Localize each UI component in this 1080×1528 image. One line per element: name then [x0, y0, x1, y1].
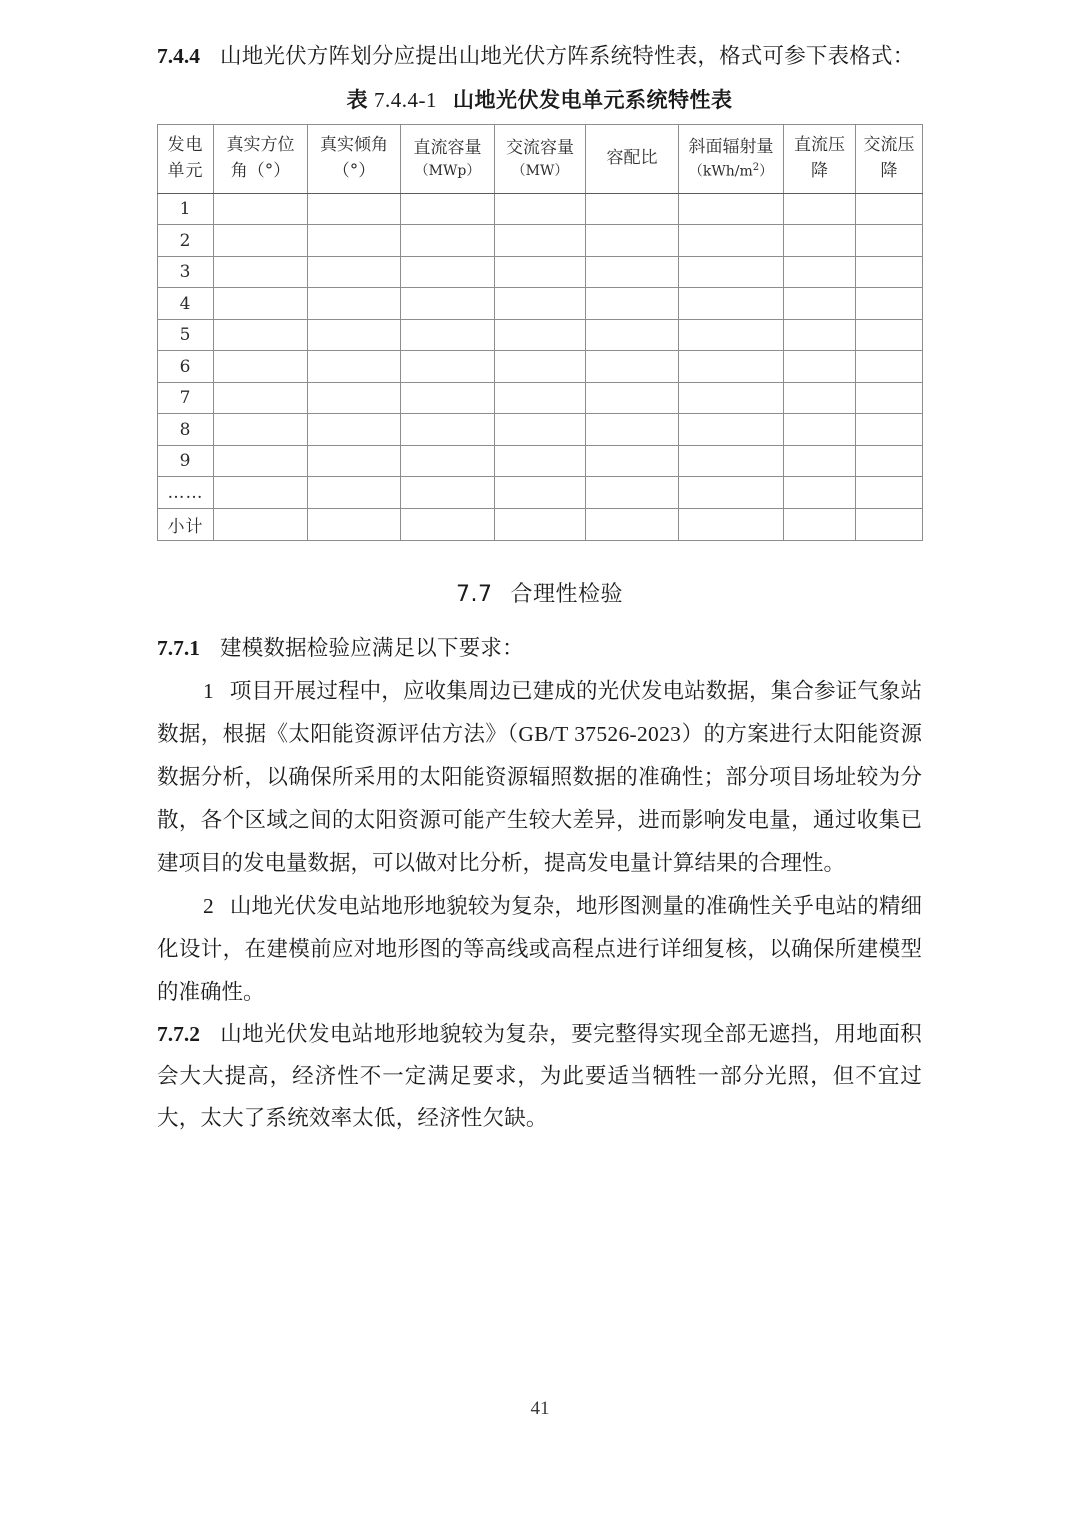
table-caption	[157, 84, 922, 114]
table-total-row	[158, 508, 923, 540]
row-cell	[586, 193, 679, 225]
row-cell	[401, 193, 495, 225]
header-line-1: 真实方位	[226, 135, 295, 156]
row-cell	[784, 319, 856, 351]
row-cell	[308, 477, 401, 509]
row-cell	[308, 414, 401, 446]
row-label: 7	[158, 382, 214, 414]
header-line-2: 降	[811, 160, 828, 181]
row-cell	[784, 414, 856, 446]
header-line-1: 斜面辐射量	[688, 136, 774, 157]
clause-7-7-1-item-2	[157, 885, 922, 1014]
row-cell	[308, 319, 401, 351]
row-cell	[401, 477, 495, 509]
row-cell	[308, 225, 401, 257]
table-row	[158, 288, 923, 320]
row-cell	[679, 288, 784, 320]
table-header-cell-irradiation	[679, 124, 784, 193]
row-cell	[784, 225, 856, 257]
header-line-1: 直流容量	[413, 137, 482, 158]
row-cell	[856, 508, 923, 540]
row-label: 9	[158, 445, 214, 477]
row-cell	[214, 256, 308, 288]
clause-7-7-2-text: 山地光伏发电站地形地貌较为复杂，要完整得实现全部无遮挡，用地面积会大大提高，经济性不一定满足要求，为此要适当牺牲一部分光照，但不宜过大，太大了系统效率太低，经济性欠缺。	[157, 1021, 922, 1131]
row-cell	[495, 225, 586, 257]
header-line-1: 直流压	[794, 135, 845, 156]
row-cell	[679, 508, 784, 540]
row-label: ……	[158, 477, 214, 509]
row-cell	[495, 382, 586, 414]
row-cell	[679, 477, 784, 509]
header-unit: （MW）	[511, 163, 569, 180]
row-cell	[214, 193, 308, 225]
row-cell	[214, 445, 308, 477]
row-cell	[308, 445, 401, 477]
row-cell	[495, 319, 586, 351]
row-cell	[856, 351, 923, 383]
item-text-after-standard: ）的方案进行太阳能资源数据分析，以确保所采用的太阳能资源辐照数据的准确性；部分项目场址较为分散，各个区域之间的太阳资源可能产生较大差异，进而影响发电量，通过收集已建项目的发电量数据，可以做对比分析，提高发电量计算结果的合理性。	[157, 721, 922, 876]
row-label: 4	[158, 288, 214, 320]
section-number: 7.7	[455, 581, 493, 607]
row-cell	[856, 225, 923, 257]
row-label: 2	[158, 225, 214, 257]
row-cell	[586, 351, 679, 383]
table-row	[158, 256, 923, 288]
table-row	[158, 351, 923, 383]
row-cell	[495, 288, 586, 320]
clause-7-7-1-text: 建模数据检验应满足以下要求：	[220, 635, 524, 661]
row-cell	[679, 256, 784, 288]
spacer-after-section-heading	[157, 608, 922, 628]
row-cell	[401, 256, 495, 288]
table-row	[158, 193, 923, 225]
table-row-ellipsis	[158, 477, 923, 509]
row-cell	[495, 414, 586, 446]
row-cell	[214, 319, 308, 351]
row-cell	[784, 445, 856, 477]
table-header-cell-ac-capacity	[495, 124, 586, 193]
table-row	[158, 225, 923, 257]
page-number: 41	[530, 1398, 550, 1419]
row-cell	[679, 382, 784, 414]
row-cell	[679, 193, 784, 225]
header-unit: $(kWh/m^2)$	[688, 162, 774, 180]
row-cell	[495, 256, 586, 288]
clause-7-7-2-number: 7.7.2	[157, 1021, 200, 1046]
row-cell	[586, 225, 679, 257]
row-cell	[401, 319, 495, 351]
row-cell	[679, 445, 784, 477]
page-content	[157, 0, 922, 1140]
row-cell	[495, 193, 586, 225]
top-spacer	[157, 0, 922, 36]
row-cell	[856, 382, 923, 414]
table-row	[158, 319, 923, 351]
row-cell	[401, 225, 495, 257]
clause-7-7-2	[157, 1014, 922, 1140]
header-line-2: 降	[880, 160, 898, 181]
clause-7-4-4-text: 山地光伏方阵划分应提出山地光伏方阵系统特性表，格式可参下表格式：	[220, 44, 915, 69]
row-cell	[856, 319, 923, 351]
spacer-after-table	[157, 541, 922, 577]
row-cell	[856, 445, 923, 477]
row-cell	[784, 477, 856, 509]
row-label: 6	[158, 351, 214, 383]
row-label: 8	[158, 414, 214, 446]
header-line-2: 单元	[167, 160, 204, 181]
row-cell	[679, 225, 784, 257]
header-line-1: 真实倾角	[320, 135, 388, 156]
row-cell	[495, 477, 586, 509]
row-cell	[586, 382, 679, 414]
clause-7-7-1	[157, 628, 922, 670]
table-header-cell-tilt	[308, 124, 401, 193]
header-line-1: 交流容量	[506, 137, 574, 158]
row-cell	[679, 414, 784, 446]
row-cell	[308, 508, 401, 540]
row-cell	[214, 225, 308, 257]
row-cell	[401, 414, 495, 446]
row-cell	[784, 256, 856, 288]
standard-code: GB/T 37526-2023	[518, 721, 682, 746]
clause-7-7-1-number: 7.7.1	[157, 635, 200, 660]
row-cell	[495, 351, 586, 383]
clause-7-4-4-number: 7.4.4	[157, 44, 200, 68]
table-header-cell-dc-voltage-drop	[784, 124, 856, 193]
row-cell	[586, 445, 679, 477]
clause-7-4-4	[157, 36, 922, 78]
row-cell	[784, 382, 856, 414]
row-cell	[308, 256, 401, 288]
row-cell	[679, 351, 784, 383]
row-cell	[586, 256, 679, 288]
row-label: 5	[158, 319, 214, 351]
table-header-row	[158, 124, 923, 193]
row-cell	[401, 508, 495, 540]
header-line-1: 容配比	[606, 148, 658, 169]
row-cell	[784, 508, 856, 540]
row-cell	[214, 351, 308, 383]
section-title: 合理性检验	[510, 581, 623, 607]
row-cell	[214, 477, 308, 509]
row-cell	[784, 288, 856, 320]
row-cell	[214, 382, 308, 414]
row-cell	[308, 193, 401, 225]
header-unit: （MWp）	[414, 163, 481, 180]
table-row	[158, 445, 923, 477]
header-line-1: 发电	[167, 135, 204, 156]
table-header-cell-dc-ac-ratio	[586, 124, 679, 193]
row-cell	[856, 477, 923, 509]
header-line-1: 交流压	[863, 135, 915, 156]
table-header-cell-dc-capacity	[401, 124, 495, 193]
row-cell	[495, 508, 586, 540]
table-header-cell-unit	[158, 124, 214, 193]
row-cell	[586, 288, 679, 320]
row-cell	[308, 351, 401, 383]
row-cell	[856, 414, 923, 446]
row-cell	[495, 445, 586, 477]
row-cell	[308, 288, 401, 320]
row-cell	[401, 351, 495, 383]
row-cell	[679, 319, 784, 351]
row-cell	[856, 193, 923, 225]
header-line-2: （°）	[332, 160, 376, 181]
row-cell	[401, 382, 495, 414]
header-line-2: 角（°）	[230, 160, 291, 181]
row-cell	[586, 477, 679, 509]
table-header-cell-azimuth	[214, 124, 308, 193]
row-label: 1	[158, 193, 214, 225]
row-cell	[401, 288, 495, 320]
row-cell	[856, 256, 923, 288]
spec-table	[157, 124, 923, 541]
total-row-label: 小计	[158, 508, 214, 540]
row-cell	[214, 414, 308, 446]
row-cell	[856, 288, 923, 320]
list-marker: 2	[203, 893, 214, 918]
row-cell	[214, 508, 308, 540]
row-cell	[308, 382, 401, 414]
table-caption-title: 山地光伏发电单元系统特性表	[453, 87, 733, 112]
table-caption-number: 7.4.4-1	[374, 87, 437, 112]
row-cell	[586, 319, 679, 351]
section-heading-7-7	[157, 577, 922, 608]
list-marker: 1	[203, 678, 214, 703]
clause-7-7-1-item-1	[157, 670, 922, 885]
table-caption-prefix: 表	[346, 87, 368, 112]
row-cell	[214, 288, 308, 320]
item-text-before-standard: 项目开展过程中，应收集周边已建成的光伏发电站数据，集合参证气象站数据，根据《太阳能资源评估方法》（	[157, 678, 922, 747]
row-cell	[784, 193, 856, 225]
table-row	[158, 414, 923, 446]
table-row	[158, 382, 923, 414]
row-label: 3	[158, 256, 214, 288]
row-cell	[401, 445, 495, 477]
row-cell	[586, 414, 679, 446]
row-cell	[784, 351, 856, 383]
row-cell	[586, 508, 679, 540]
item-text: 山地光伏发电站地形地貌较为复杂，地形图测量的准确性关乎电站的精细化设计，在建模前应对地形图的等高线或高程点进行详细复核，以确保所建模型的准确性。	[157, 893, 922, 1005]
table-header-cell-ac-voltage-drop	[856, 124, 923, 193]
